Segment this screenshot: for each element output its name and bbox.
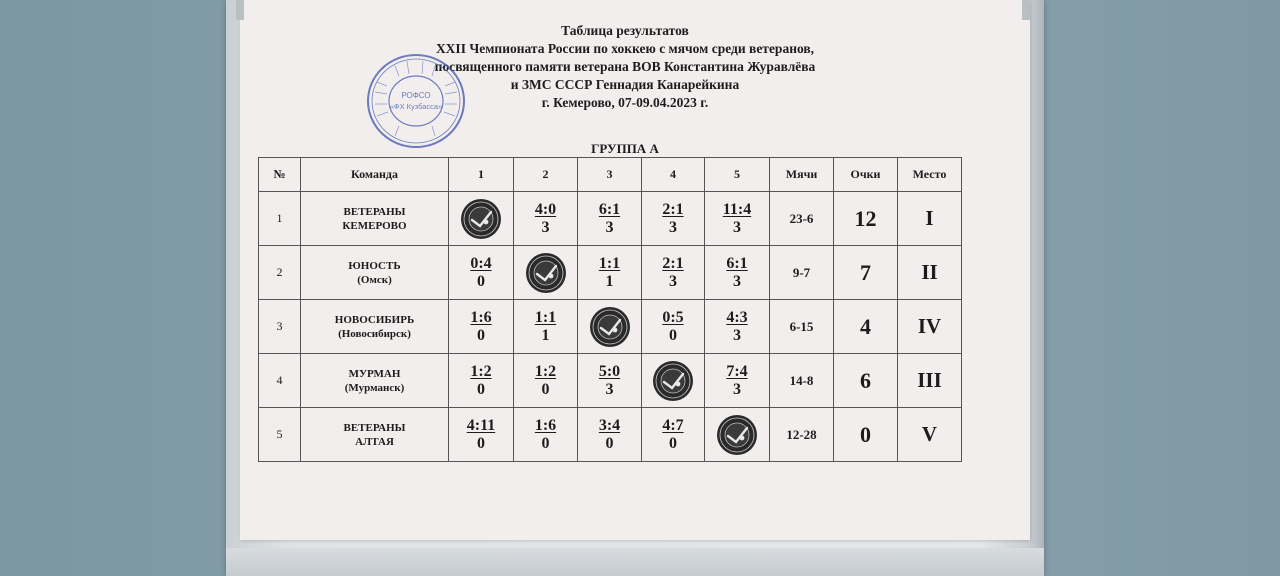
match-points: 0 [605,434,614,452]
team-name: НОВОСИБИРЬ [334,313,415,326]
goals-cell: 6-15 [770,300,834,354]
points-cell: 4 [834,300,898,354]
row-number: 4 [259,354,301,408]
match-score: 1:6 [534,416,557,434]
self-match-cell [449,192,514,246]
match-points: 0 [477,434,485,452]
column-header: Мячи [770,158,834,192]
match-result-cell [642,192,705,246]
match-points: 3 [669,272,677,290]
place-cell: I [898,192,962,246]
team-name: ЮНОСТЬ [348,259,401,272]
match-points: 3 [605,380,614,398]
match-score: 1:1 [534,308,557,326]
header-line: Таблица результатов [561,23,689,38]
team-name: ВЕТЕРАНЫ [343,421,406,434]
column-header: Очки [834,158,898,192]
match-points: 3 [733,272,741,290]
match-result-cell [705,246,770,300]
goals-cell: 23-6 [770,192,834,246]
match-result-cell [449,354,514,408]
goals-cell: 12-28 [770,408,834,462]
points-cell: 6 [834,354,898,408]
column-header: Место [898,158,962,192]
row-number: 2 [259,246,301,300]
match-score: 4:3 [726,308,748,326]
sleeve-edge [1030,0,1044,576]
match-score: 4:7 [662,416,684,434]
match-score: 11:4 [722,200,752,218]
results-table [258,157,962,462]
sleeve-clip [236,0,244,20]
match-result-cell [449,408,514,462]
match-points: 0 [477,380,485,398]
table-row [259,246,962,300]
match-points: 0 [669,326,677,344]
team-cell [301,246,449,300]
header-line: посвященного памяти ветерана ВОВ Константина Журавлёва [434,59,816,74]
match-points: 3 [605,218,614,236]
self-match-cell [705,408,770,462]
row-number: 1 [259,192,301,246]
match-result-cell [705,192,770,246]
table-body [259,192,962,462]
match-points: 3 [541,218,550,236]
team-cell [301,192,449,246]
match-result-cell [449,300,514,354]
match-score: 1:2 [534,362,557,380]
group-title: ГРУППА А [591,141,659,156]
team-cell [301,408,449,462]
match-score: 6:1 [726,254,748,272]
match-score: 2:1 [662,200,684,218]
match-result-cell [642,408,705,462]
match-result-cell [514,192,578,246]
match-points: 0 [477,272,485,290]
team-cell [301,354,449,408]
team-name: ВЕТЕРАНЫ [343,205,406,218]
self-match-cell [578,300,642,354]
match-points: 0 [477,326,485,344]
column-header: 3 [578,158,642,192]
match-result-cell [514,354,578,408]
match-points: 0 [669,434,677,452]
match-score: 6:1 [598,200,621,218]
match-score: 7:4 [726,362,748,380]
column-header: 1 [449,158,514,192]
column-header: Команда [301,158,449,192]
match-result-cell [449,246,514,300]
sleeve-clip [1022,0,1030,20]
column-header: 2 [514,158,578,192]
match-score: 1:6 [470,308,492,326]
table-row [259,192,962,246]
match-score: 3:4 [598,416,621,434]
place-cell: II [898,246,962,300]
team-city: АЛТАЯ [355,435,394,448]
column-header: 4 [642,158,705,192]
hockey-club-logo-icon [716,414,758,456]
goals-cell: 14-8 [770,354,834,408]
row-number: 5 [259,408,301,462]
match-result-cell [705,300,770,354]
place-cell: IV [898,300,962,354]
table-row [259,408,962,462]
stamp-text-top: РОФСО [401,91,431,100]
hockey-club-logo-icon [525,252,567,294]
table-row [259,300,962,354]
match-result-cell [642,246,705,300]
self-match-cell [514,246,578,300]
match-points: 1 [605,272,614,290]
team-city: (Новосибирск) [338,327,411,340]
match-result-cell [578,192,642,246]
table-header-row [259,158,962,192]
points-cell: 12 [834,192,898,246]
match-result-cell [514,408,578,462]
match-score: 0:4 [470,254,492,272]
official-stamp [365,52,467,150]
points-cell: 7 [834,246,898,300]
table-row [259,354,962,408]
match-result-cell [578,408,642,462]
match-points: 3 [733,326,741,344]
header-line: г. Кемерово, 07-09.04.2023 г. [541,95,709,110]
team-city: (Омск) [357,273,392,286]
match-points: 0 [541,434,550,452]
team-name: МУРМАН [348,367,401,380]
team-cell [301,300,449,354]
row-number: 3 [259,300,301,354]
match-points: 3 [669,218,677,236]
team-city: КЕМЕРОВО [342,219,407,232]
column-header: 5 [705,158,770,192]
match-points: 0 [541,380,550,398]
match-points: 3 [733,380,741,398]
hockey-club-logo-icon [460,198,502,240]
match-score: 1:2 [470,362,492,380]
stamp-text-bottom: «ФХ Кузбасса» [389,102,443,111]
match-points: 1 [541,326,550,344]
match-points: 3 [733,218,741,236]
column-header: № [259,158,301,192]
team-city: (Мурманск) [344,381,405,394]
match-score: 5:0 [598,362,621,380]
match-result-cell [578,246,642,300]
match-result-cell [578,354,642,408]
sleeve-bottom [226,548,1044,576]
match-score: 4:0 [534,200,557,218]
self-match-cell [642,354,705,408]
match-score: 1:1 [598,254,621,272]
header-line: XXII Чемпионата России по хоккею с мячом среди ветеранов, [435,41,815,56]
header-line: и ЗМС СССР Геннадия Канарейкина [510,77,740,92]
hockey-club-logo-icon [652,360,694,402]
goals-cell: 9-7 [770,246,834,300]
points-cell: 0 [834,408,898,462]
hockey-club-logo-icon [589,306,631,348]
match-result-cell [705,354,770,408]
match-result-cell [514,300,578,354]
place-cell: V [898,408,962,462]
match-result-cell [642,300,705,354]
match-score: 0:5 [662,308,684,326]
place-cell: III [898,354,962,408]
match-score: 2:1 [662,254,684,272]
match-score: 4:11 [466,416,496,434]
